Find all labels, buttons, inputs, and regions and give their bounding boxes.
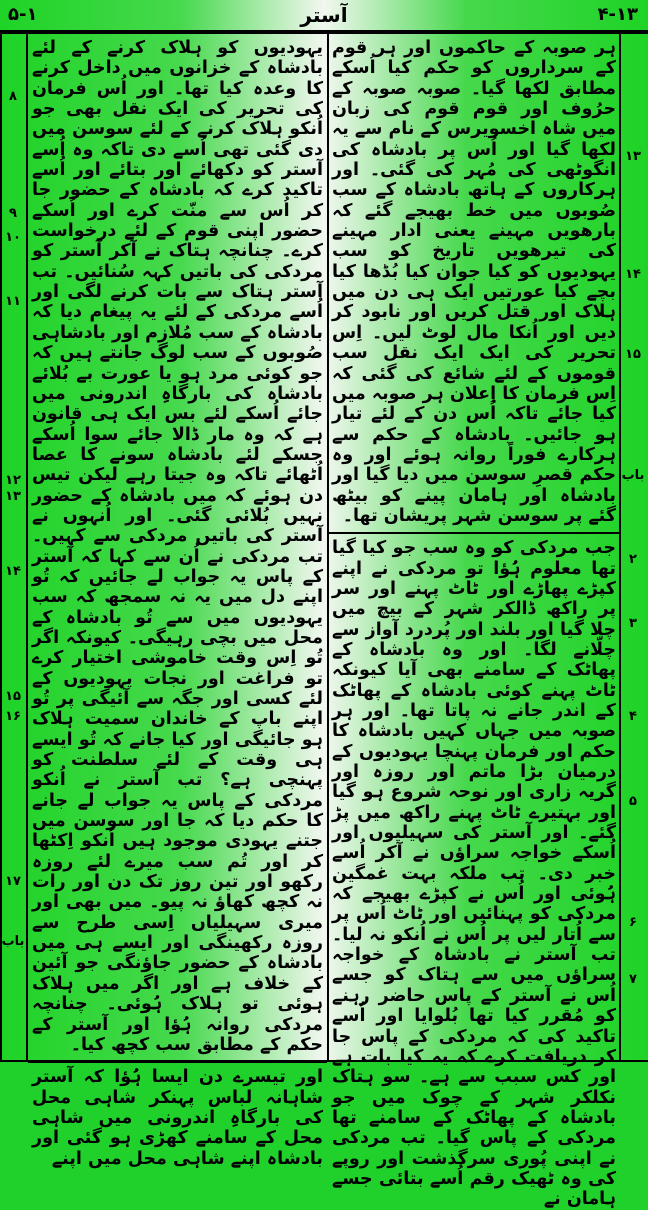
verse-number: ۱۱: [5, 294, 21, 309]
verse-number: ۶: [629, 915, 637, 930]
paragraph-chapter-5-start: اور تیسرے دن ایسا ہُؤا کہ آستر شاہانہ لباس پہنکر شاہی محل کی بارگاہِ اندرونی میں شاہی محل کے سامنے کھڑی ہو گئی اور بادشاہ اپنے شاہی محل میں اپنے: [32, 1067, 323, 1169]
verse-number: ۴: [629, 709, 637, 724]
verse-number: ۱۳: [625, 149, 641, 164]
verse-number: ۱۵: [5, 689, 21, 704]
verse-number: ۵: [629, 794, 637, 809]
right-verse-gutter: [620, 32, 648, 1060]
left-text-column: [32, 38, 323, 1169]
left-gutter-divider: [26, 32, 28, 1060]
page-number-left: ۵-۱: [8, 4, 38, 25]
verse-number: باب: [621, 468, 645, 483]
verse-number: ۱۵: [625, 347, 641, 362]
center-column-divider: [327, 32, 329, 1060]
chapter-separator: [328, 532, 620, 534]
verse-number: ۱۶: [5, 709, 21, 724]
verse-number: ۱۲: [5, 473, 21, 488]
verse-number: ۱۴: [625, 267, 641, 282]
verse-number: ۷: [629, 972, 637, 987]
verse-number: ۳: [629, 616, 637, 631]
verse-number: باب: [1, 934, 25, 949]
right-text-column: [332, 38, 616, 1210]
left-verse-gutter: [0, 32, 26, 1060]
page-number-right: ۴-۱۳: [597, 4, 638, 25]
paragraph-chapter-3-end: ہر صوبہ کے حاکموں اور ہر قوم کے سرداروں کو حکم کیا اُسکے مطابق لکھا گیا۔ صوبہ صوبہ کے حرُوف اور قوم قوم کی زبان میں شاہ اخسویرس کے نام سے یہ لکھا گیا اور اُس پر بادشاہ کی انگوٹھی کی مُہر کی گئی۔ اور ہرکاروں کے ہاتھ بادشاہ کے سب صُوبوں میں خط بھیجے گئے کہ بارھویں مہینے یعنی ادار مہینے کی تیرھویں تاریخ کو سب یہودیوں کو کیا جوان کیا بُڈھا کیا بچے کیا عورتیں ایک ہی دن میں ہلاک اور قتل کریں اور نابود کر دیں اور اُنکا مال لوٹ لیں۔ اِس تحریر کی ایک ایک نقل سب قوموں کے لئے شائع کی گئی کہ اِس فرمان کا اِعلان ہر صوبہ میں کیا جائے تاکہ اُس دن کے لئے تیار ہو جائیں۔ بادشاہ کے حکم سے ہرکارے فوراً روانہ ہوئے اور وہ حکم قصرِ سوسن میں دیا گیا اور بادشاہ اور ہامان پینے کو بیٹھ گئے پر سوسن شہر پریشان تھا۔: [332, 38, 616, 526]
chapter-separator: [28, 1061, 327, 1063]
verse-number: ۱۴: [5, 564, 21, 579]
page-header: [0, 0, 648, 32]
verse-number: ۱۷: [5, 874, 21, 889]
paragraph-chapter-4-start: جب مردکی کو وہ سب جو کیا گیا تھا معلوم ہُؤا تو مردکی نے اپنے کپڑے پھاڑے اور ٹاٹ پہنے اور سر پر راکھ ڈالکر شہر کے بیچ میں چلا گیا اور بلند اور پُردرد آواز سے چلّانے لگا۔ اور وہ بادشاہ کے پھاٹک کے سامنے بھی آیا کیونکہ ٹاٹ پہنے کوئی بادشاہ کے پھاٹک کے اندر جانے نہ پاتا تھا۔ اور ہر صوبہ میں جہاں کہیں بادشاہ کا حکم اور فرمان پہنچا یہودیوں کے درمیان بڑا ماتم اور روزہ اور گریہ زاری اور نوحہ شروع ہو گیا اور بہتیرے ٹاٹ پہنے راکھ میں پڑ گئے۔ اور آستر کی سہیلیوں اور اُسکے خواجہ سراؤں نے آکر اُسے خبر دی۔ تب ملکہ بہت غمگین ہُوئی اور اُس نے کپڑے بھیجے کہ مردکی کو پہنائیں اور ٹاٹ اُس پر سے اُتار لیں پر اُس نے اُنکو نہ لیا۔ تب آستر نے بادشاہ کے خواجہ سراؤں میں سے ہتاک کو جسے اُس نے آستر کے پاس حاضر رہنے کو مُقرر کیا تھا بُلوایا اور اُسے تاکید کی کہ مردکی کے پاس جا کر دریافت کرے کہ یہ کیا بات ہے اور کس سبب سے ہے۔ سو ہتاک نکلکر شہر کے چوک میں جو بادشاہ کے پھاٹک کے سامنے تھا مردکی کے پاس گیا۔ تب مردکی نے اپنی پُوری سرگذشت اور روپے کی وہ ٹھیک رقم اُسے بتائی جسے ہامان نے: [332, 538, 616, 1210]
verse-number: ۲: [629, 552, 637, 567]
verse-number: ۱۳: [5, 489, 21, 504]
verse-number: ۱۰: [5, 230, 21, 245]
verse-number: ۸: [9, 89, 17, 104]
verse-number: ۹: [9, 206, 17, 221]
paragraph-chapter-4-end: یہودیوں کو ہلاک کرنے کے لئے بادشاہ کے خزانوں میں داخل کرنے کا وعدہ کیا تھا۔ اور اُس فرمان کی تحریر کی ایک نقل بھی جو اُنکو ہلاک کرنے کے لئے سوسن میں دی گئی تھی اُسے دی تاکہ وہ اُسے آستر کو دکھائے اور بتائے اور اُسے تاکید کرے کہ بادشاہ کے حضور جا کر اُس سے منّت کرے اور اُسکے حضور اپنی قوم کے لئے درخواست کرے۔ چنانچہ ہتاک نے آکر آستر کو مردکی کی باتیں کہہ سُنائیں۔ تب آستر ہتاک سے بات کرنے لگی اور اُسے مردکی کے لئے یہ پیغام دیا کہ بادشاہ کے سب مُلازم اور بادشاہی صُوبوں کے سب لوگ جانتے ہیں کہ جو کوئی مرد ہو یا عورت بے بُلائے بادشاہ کی بارگاہِ اندرونی میں جائے اُسکے لئے بس ایک ہی قانون ہے کہ وہ مار ڈالا جائے سوا اُسکے جسکے لئے بادشاہ سونے کا عصا اُٹھائے تاکہ وہ جیتا رہے لیکن تیس دن ہوئے کہ میں بادشاہ کے حضور نہیں بُلائی گئی۔ اور اُنہوں نے آستر کی باتیں مردکی سے کہیں۔ تب مردکی نے اُن سے کہا کہ آستر کے پاس یہ جواب لے جائیں کہ تُو اپنے دل میں یہ نہ سمجھ کہ سب یہودیوں میں سے تُو بادشاہ کے محل میں بچی رہیگی۔ کیونکہ اگر تُو اِس وقت خاموشی اختیار کرے تو فراغت اور نجات یہودیوں کے لئے کسی اور جگہ سے آئیگی پر تُو اپنے باپ کے خاندان سمیت ہلاک ہو جائیگی اور کیا جانے کہ تُو ایسے ہی وقت کے لئے سلطنت کو پہنچی ہے؟ تب آستر نے اُنکو مردکی کے پاس یہ جواب لے جانے کا حکم دیا کہ جا اور سوسن میں جتنے یہودی موجود ہیں اُنکو اِکٹھا کر اور تُم سب میرے لئے روزہ رکھو اور تین روز تک دن اور رات نہ کچھ کھاؤ نہ پیو۔ میں بھی اور میری سہیلیاں اِسی طرح سے روزہ رکھینگی اور ایسے ہی میں بادشاہ کے حضور جاؤنگی جو آئین کے خلاف ہے اور اگر میں ہلاک ہوئی تو ہلاک ہُوئی۔ چنانچہ مردکی روانہ ہُؤا اور آستر کے حکم کے مطابق سب کچھ کیا۔: [32, 38, 323, 1055]
page-title: آستر: [300, 3, 348, 27]
